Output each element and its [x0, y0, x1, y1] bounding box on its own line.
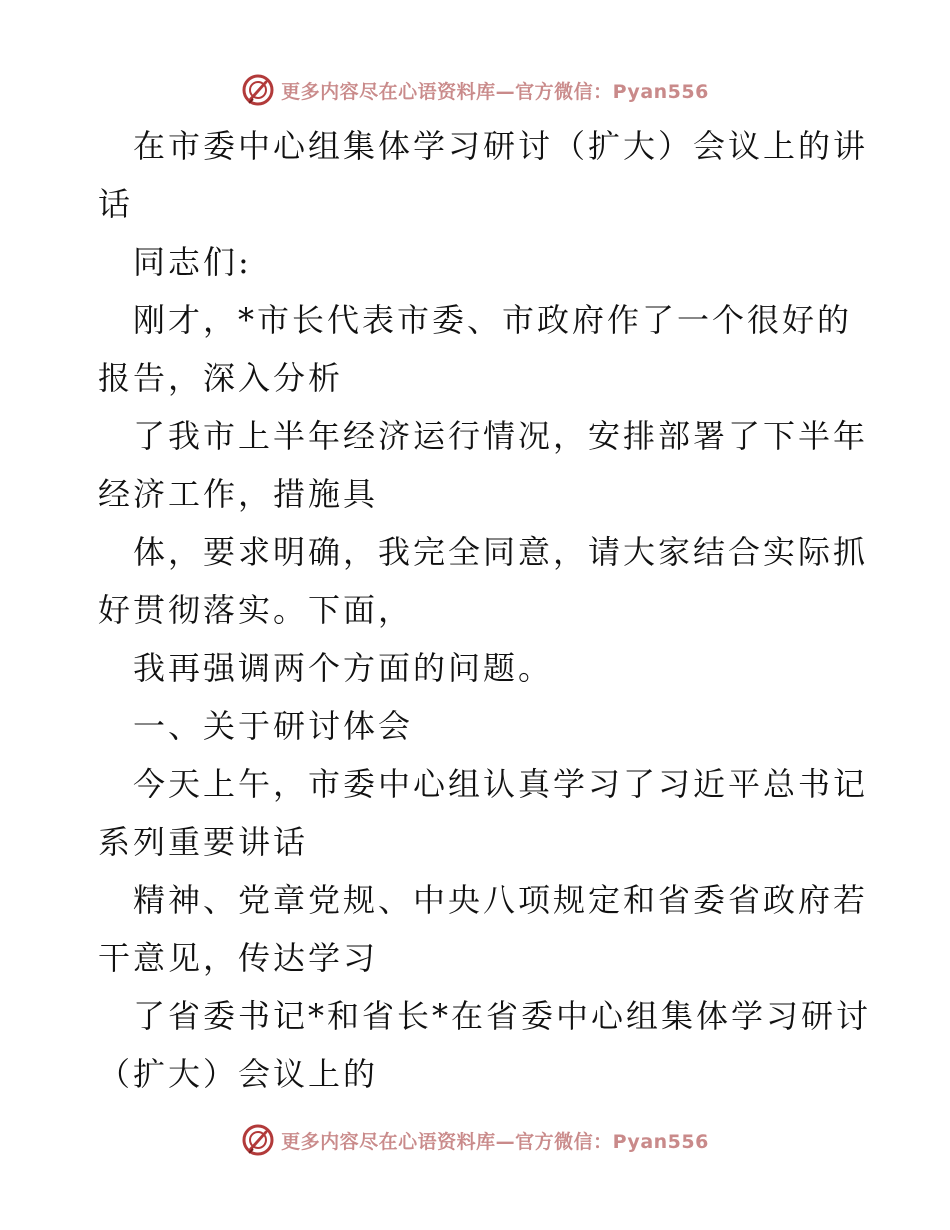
paragraph-line: （扩大）会议上的 [98, 1055, 379, 1093]
paragraph-line: 经济工作，措施具 [98, 475, 379, 513]
salutation-line: 同志们: [133, 243, 252, 281]
paragraph-line: 干意见，传达学习 [98, 939, 379, 977]
header-watermark-text: 更多内容尽在心语资料库—官方微信：Pyan556 [281, 80, 709, 103]
footer-watermark-banner [0, 1120, 950, 1160]
quill-logo-icon [241, 73, 275, 107]
section-heading: 一、关于研讨体会 [133, 707, 414, 745]
paragraph-line: 了我市上半年经济运行情况，安排部署了下半年 [133, 417, 869, 455]
quill-logo-icon [241, 1123, 275, 1157]
paragraph-line: 话 [98, 185, 134, 223]
paragraph-line: 刚才，*市长代表市委、市政府作了一个很好的 [133, 301, 853, 339]
paragraph-line: 今天上午，市委中心组认真学习了习近平总书记 [133, 765, 869, 803]
paragraph-line: 了省委书记*和省长*在省委中心组集体学习研讨 [133, 997, 872, 1035]
header-watermark-banner [0, 70, 950, 110]
paragraph-line: 报告，深入分析 [98, 359, 344, 397]
paragraph-line: 我再强调两个方面的问题。 [133, 649, 554, 687]
paragraph-line: 好贯彻落实。下面， [98, 591, 414, 629]
paragraph-line: 精神、党章党规、中央八项规定和省委省政府若 [133, 881, 869, 919]
paragraph-line: 在市委中心组集体学习研讨（扩大）会议上的讲 [133, 127, 869, 165]
footer-watermark-text: 更多内容尽在心语资料库—官方微信：Pyan556 [281, 1130, 709, 1153]
paragraph-line: 体，要求明确，我完全同意，请大家结合实际抓 [133, 533, 869, 571]
paragraph-line: 系列重要讲话 [98, 823, 309, 861]
